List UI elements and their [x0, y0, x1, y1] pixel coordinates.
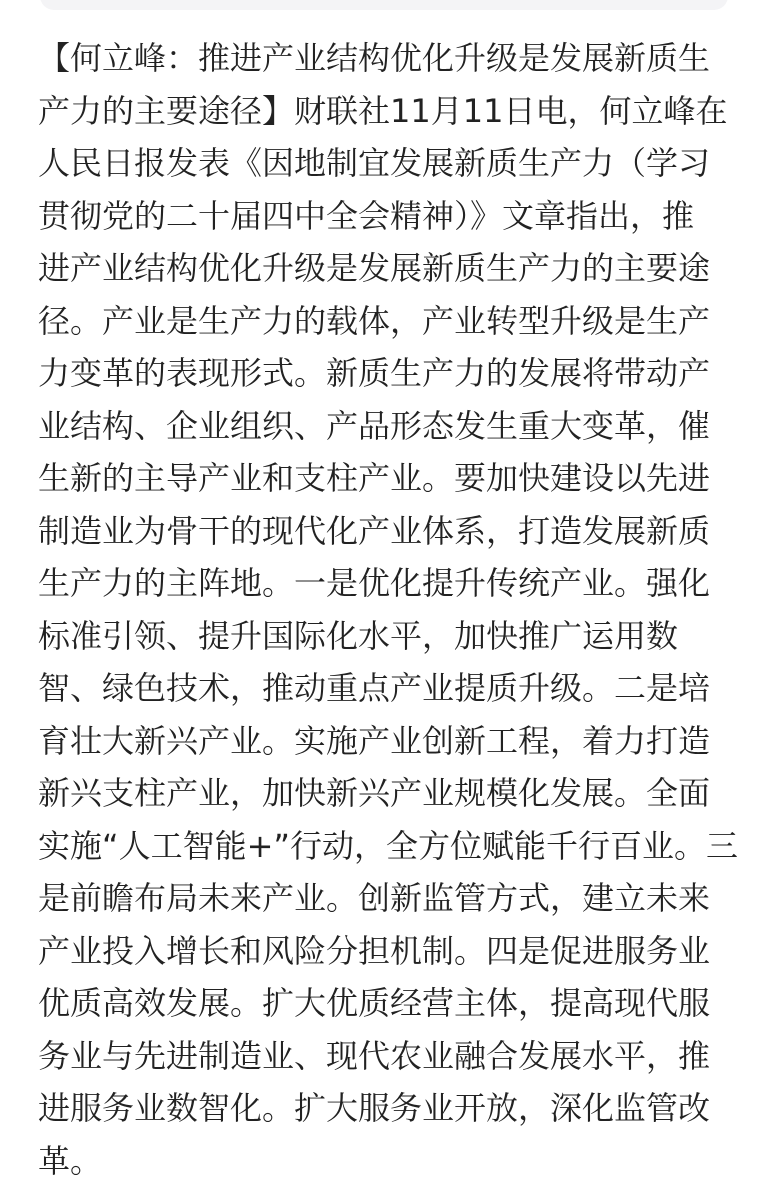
article-line: 产力的主要途径】财联社11月11日电，何立峰在 — [38, 91, 728, 130]
article-line: 务业与先进制造业、现代农业融合发展水平，推 — [38, 1036, 711, 1075]
article-line: 实施“人工智能+”行动，全方位赋能千行百业。三 — [38, 826, 738, 865]
article-line: 生产力的主阵地。一是优化提升传统产业。强化 — [38, 564, 711, 602]
article-line: 智、绿色技术，推动重点产业提质升级。二是培 — [38, 669, 711, 707]
article-line: 生新的主导产业和支柱产业。要加快建设以先进 — [38, 459, 711, 497]
article-line: 新兴支柱产业，加快新兴产业规模化发展。全面 — [38, 774, 711, 812]
article-body — [38, 32, 738, 1187]
article-line: 进产业结构优化升级是发展新质生产力的主要途 — [38, 249, 711, 287]
article-line: 径。产业是生产力的载体，产业转型升级是生产 — [38, 301, 711, 340]
article-line: 进服务业数智化。扩大服务业开放，深化监管改 — [38, 1089, 711, 1127]
article-line: 贯彻党的二十届四中全会精神）》文章指出，推 — [38, 196, 695, 235]
article-line: 优质高效发展。扩大优质经营主体，提高现代服 — [38, 984, 711, 1022]
previous-card-edge — [40, 0, 728, 10]
article-line: 育壮大新兴产业。实施产业创新工程，着力打造 — [38, 721, 711, 760]
article-line: 【何立峰：推进产业结构优化升级是发展新质生 — [38, 39, 711, 77]
article-line: 制造业为骨干的现代化产业体系，打造发展新质 — [38, 511, 711, 550]
article-line: 是前瞻布局未来产业。创新监管方式，建立未来 — [38, 879, 711, 917]
article-line: 革。 — [38, 1141, 103, 1180]
article-line: 力变革的表现形式。新质生产力的发展将带动产 — [38, 354, 711, 392]
article-line: 人民日报发表《因地制宜发展新质生产力（学习 — [38, 144, 711, 182]
article-line: 产业投入增长和风险分担机制。四是促进服务业 — [38, 931, 711, 970]
article-line: 业结构、企业组织、产品形态发生重大变革，催 — [38, 406, 711, 445]
article-line: 标准引领、提升国际化水平，加快推广运用数 — [38, 616, 679, 655]
